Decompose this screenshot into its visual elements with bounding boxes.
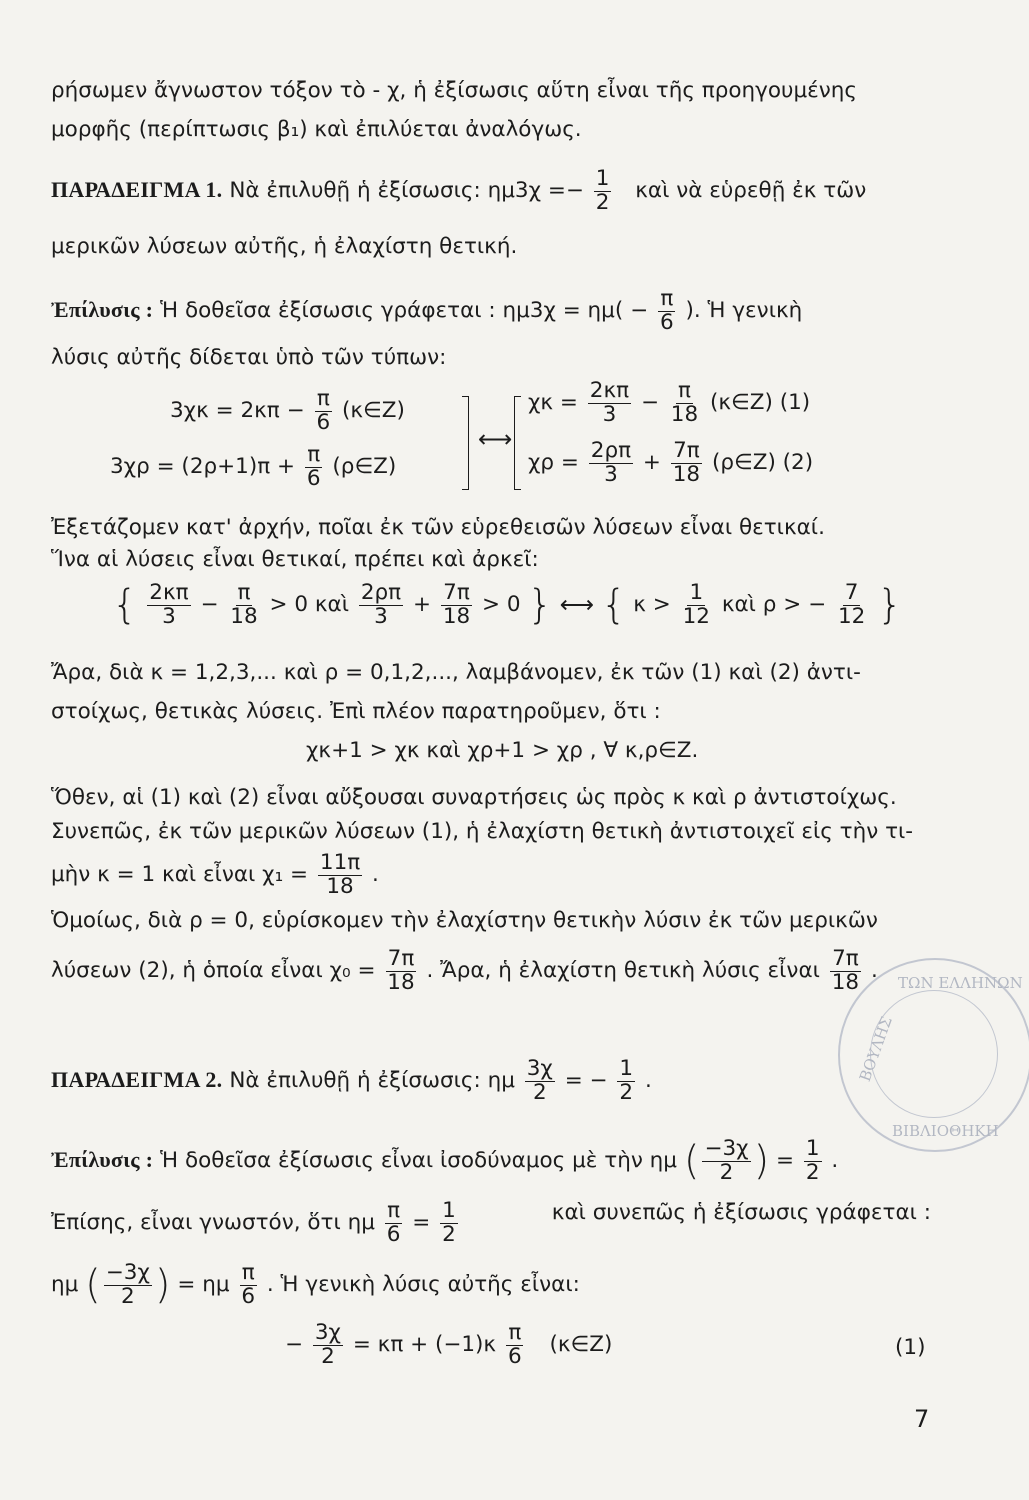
general-intro: λύσις αὐτῆς δίδεται ὑπὸ τῶν τύπων:	[51, 345, 447, 370]
hence-line-1: Συνεπῶς, ἐκ τῶν μερικῶν λύσεων (1), ἡ ἐλαχίστη θετικὴ ἀντιστοιχεῖ εἰς τὴν τι-	[51, 819, 914, 844]
conclusion-line-1: Ἄρα, διὰ κ = 1,2,3,... καὶ ρ = 0,1,2,..., λαμβάνομεν, ἐκ τῶν (1) καὶ (2) ἀντι-	[51, 660, 861, 685]
example2-also-line: Ἐπίσης, εἶναι γνωστόν, ὅτι ημ $\frac{\pi}{6}$ = $\frac{1}{2}$ καὶ συνεπῶς ἡ ἐξίσωσις γράφεται :	[51, 1198, 931, 1247]
system-left-2: 3χρ = (2ρ+1)π + $\frac{\pi}{6}$ (ρ∈Z)	[110, 442, 397, 491]
intro-line-1	[51, 78, 931, 104]
similarly-line-2: λύσεων (2), ἡ ὁποία εἶναι χ₀ = $\frac{7\pi}{18}$ . Ἄρα, ἡ ἐλαχίστη θετικὴ λύσις εἶναι $\frac{7\pi}{18}$ .	[51, 946, 878, 995]
system-equivalence-arrow: ⟷	[478, 425, 513, 453]
stamp-text-left: ΒΟΥΛΗΣ	[855, 1014, 896, 1084]
example1-statement	[51, 168, 931, 214]
example1-solution: Ἐπίλυσις : Ἡ δοθεῖσα ἐξίσωσις γράφεται : ημ3χ = ημ( − $\frac{\pi}{6}$ ). Ἡ γενικὴ	[51, 286, 803, 335]
system-left-1: 3χκ = 2κπ − $\frac{\pi}{6}$ (κ∈Z)	[170, 386, 405, 435]
example2-statement: ΠΑΡΑΔΕΙΓΜΑ 2. Νὰ ἐπιλυθῇ ἡ ἐξίσωσις: ημ $\frac{3\chi}{2}$ = − $\frac{1}{2}$ .	[51, 1056, 652, 1105]
system-right-1: χκ = $\frac{2\kappa\pi}{3}$ − $\frac{\pi}{18}$ (κ∈Z) (1)	[528, 378, 811, 427]
conditions-row: { $\frac{2\kappa\pi}{3}$ − $\frac{\pi}{18}$ > 0 καὶ $\frac{2\rho\pi}{3}$ + $\frac{7\pi}{18}$ > 0 } ⟷ { κ > $\frac{1}{12}$ καὶ ρ > − $\frac{7}{12}$ }	[112, 580, 903, 629]
solution-label: Ἐπίλυσις :	[51, 297, 154, 323]
condition-intro: Ἵνα αἱ λύσεις εἶναι θετικαί, πρέπει καὶ ἀρκεῖ:	[51, 547, 539, 572]
fraction-one-half: $\frac{1}{2}$	[595, 166, 610, 215]
example1-statement-b: καὶ νὰ εὑρεθῇ ἐκ τῶν	[635, 178, 867, 204]
increasing-line: Ὅθεν, αἱ (1) καὶ (2) εἶναι αὔξουσαι συναρτήσεις ὡς πρὸς κ καὶ ρ ἀντιστοίχως.	[51, 785, 897, 810]
system-left-brace	[462, 396, 469, 490]
intro-line-2	[51, 117, 931, 143]
intro-text-1: ρήσωμεν ἄγνωστον τόξον τὸ - χ, ἡ ἐξίσωσις αὕτη εἶναι τῆς προηγουμένης	[51, 78, 858, 103]
example2-label: ΠΑΡΑΔΕΙΓΜΑ 2.	[51, 1067, 223, 1093]
example1-statement-line2: μερικῶν λύσεων αὐτῆς, ἡ ἐλαχίστη θετική.	[51, 234, 518, 259]
example2-rewrite-line: ημ ( $\frac{-3\chi}{2}$ ) = ημ $\frac{\pi}{6}$ . Ἡ γενικὴ λύσις αὐτῆς εἶναι:	[51, 1260, 580, 1309]
similarly-line-1: Ὁμοίως, διὰ ρ = 0, εὑρίσκομεν τὴν ἐλαχίστην θετικὴν λύσιν ἐκ τῶν μερικῶν	[51, 908, 878, 933]
library-stamp	[838, 958, 1029, 1152]
stamp-text-top: ΤΩΝ ΕΛΛΗΝΩΝ	[898, 974, 1023, 992]
example2-final-equation: − $\frac{3\chi}{2}$ = κπ + (−1)κ $\frac{\pi}{6}$ (κ∈Z)	[285, 1320, 613, 1369]
example2-equation-number: (1)	[895, 1335, 926, 1360]
examine-line: Ἐξετάζομεν κατ' ἀρχήν, ποῖαι ἐκ τῶν εὑρεθεισῶν λύσεων εἶναι θετικαί.	[51, 515, 825, 540]
system-right-2: χρ = $\frac{2\rho\pi}{3}$ + $\frac{7\pi}{18}$ (ρ∈Z) (2)	[528, 438, 814, 487]
hence-line-2: μὴν κ = 1 καὶ εἶναι χ₁ = $\frac{11\pi}{18}$ .	[51, 850, 379, 899]
inequality-line: χκ+1 > χκ καὶ χρ+1 > χρ , ∀ κ,ρ∈Z.	[306, 738, 699, 763]
conclusion-line-2: στοίχως, θετικὰς λύσεις. Ἐπὶ πλέον παρατηροῦμεν, ὅτι :	[51, 699, 661, 724]
intro-text-2: μορφῆς (περίπτωσις β₁) καὶ ἐπιλύεται ἀναλόγως.	[51, 117, 582, 142]
example1-label: ΠΑΡΑΔΕΙΓΜΑ 1.	[51, 177, 223, 203]
page-number: 7	[914, 1405, 930, 1433]
example2-solution: Ἐπίλυσις : Ἡ δοθεῖσα ἐξίσωσις εἶναι ἰσοδύναμος μὲ τὴν ημ ( $\frac{-3\chi}{2}$ ) = $\frac{1}{2}$ .	[51, 1136, 839, 1185]
system-right-brace	[514, 396, 521, 490]
fraction-pi-6: $\frac{\pi}{6}$	[659, 286, 674, 335]
stamp-text-bottom: ΒΙΒΛΙΟΘΗΚΗ	[892, 1122, 999, 1140]
example1-statement-a: Νὰ ἐπιλυθῇ ἡ ἐξίσωσις: ημ3χ =−	[229, 178, 584, 204]
